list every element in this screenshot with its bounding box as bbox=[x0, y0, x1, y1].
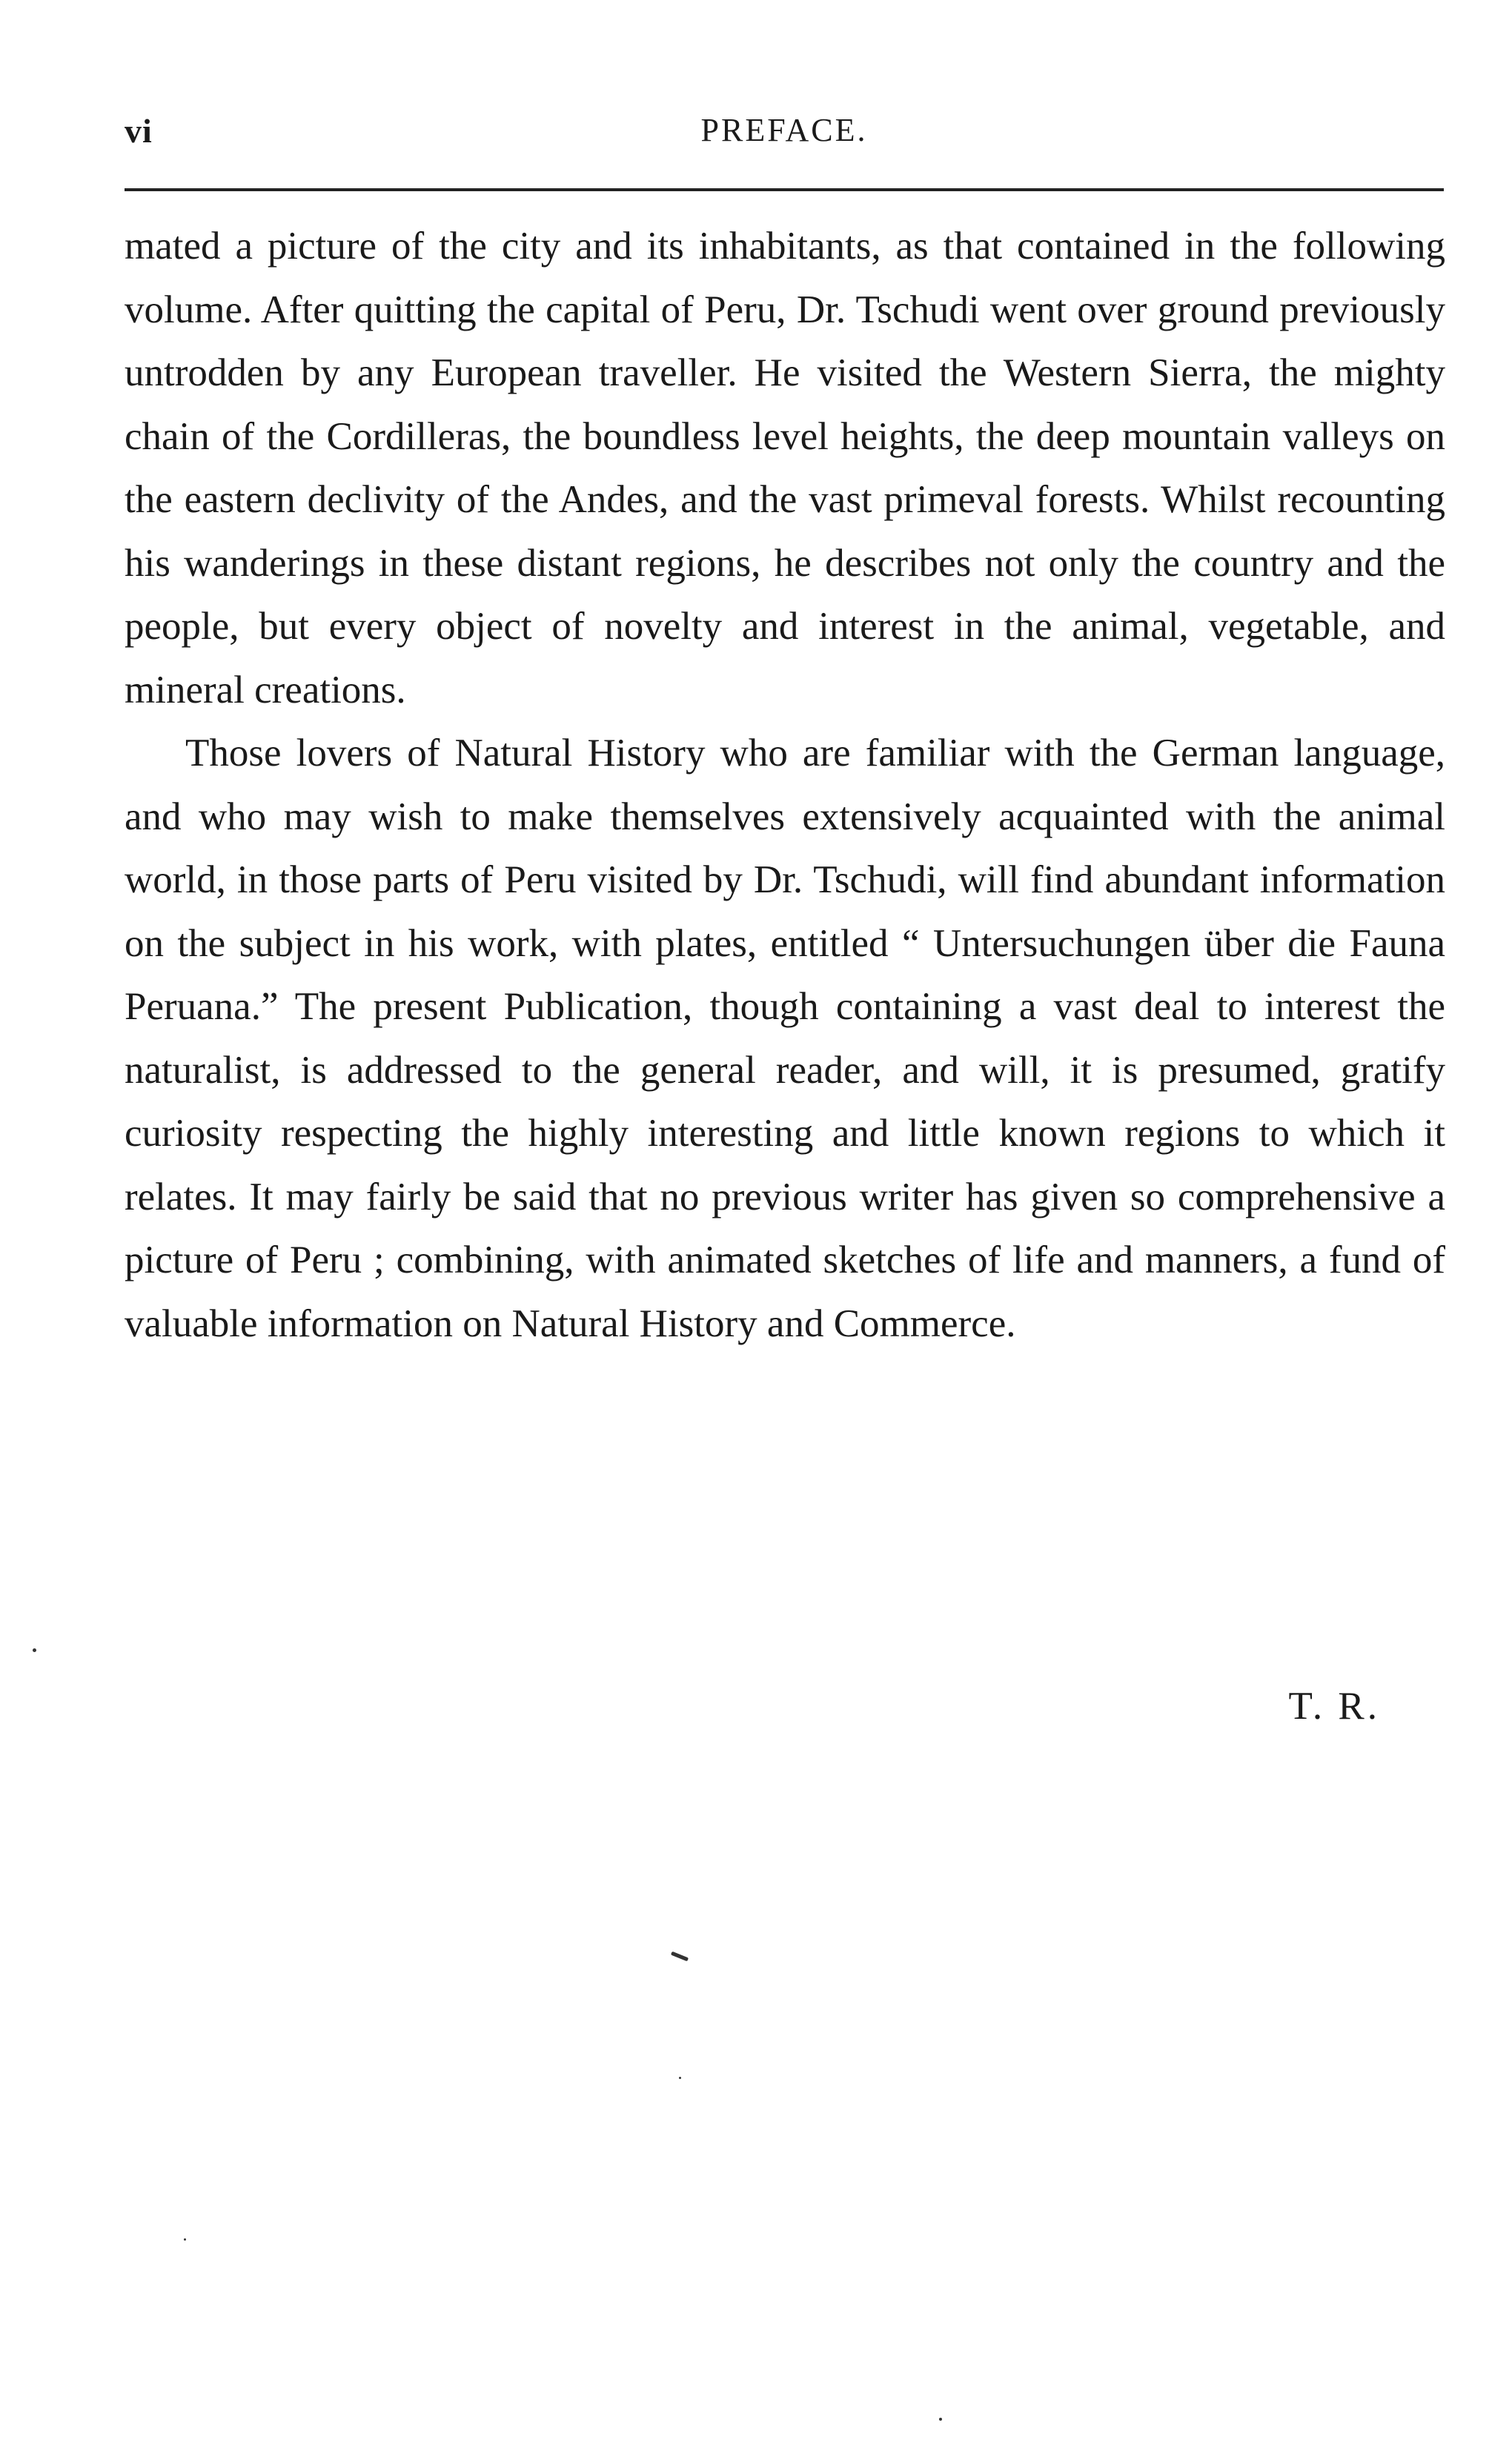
print-speck bbox=[33, 1648, 36, 1652]
print-speck bbox=[184, 2238, 186, 2241]
running-title: PREFACE. bbox=[700, 112, 868, 148]
paragraph-1: mated a picture of the city and its inhabitants, as that contained in the following volume. After quitting the capital of Peru, Dr. Tschudi went over ground previously untrodden by any European traveller. He visited the Western Sierra, the mighty chain of the Cordilleras, the boundless level heights, the deep mountain valleys on the eastern declivity of the Andes, and the vast primeval forests. Whilst recounting his wanderings in these distant regions, he describes not only the country and the people, but every object of novelty and interest in the animal, vegetable, and mineral creations. bbox=[125, 225, 1445, 712]
running-head bbox=[125, 111, 1444, 163]
paragraph-2: Those lovers of Natural History who are familiar with the German language, and who may wish to make themselves extensively acquainted with the animal world, in those parts of Peru visited by Dr. Tschudi, will find abundant information on the subject in his work, with plates, entitled “ Untersuchungen über die Fauna Peruana.” The present Publication, though containing a vast deal to interest the naturalist, is addressed to the general reader, and will, it is presumed, gratify curiosity respecting the highly interesting and little known regions to which it relates. It may fairly be said that no previous writer has given so comprehensive a picture of Peru ; combining, with animated sketches of life and manners, a fund of valuable information on Natural History and Commerce. bbox=[125, 732, 1445, 1345]
signature-initials: T. R. bbox=[1288, 1685, 1380, 1728]
page-number: vi bbox=[125, 112, 153, 150]
print-speck bbox=[939, 2418, 942, 2421]
preface-body bbox=[125, 215, 1445, 1356]
print-speck bbox=[679, 2077, 681, 2079]
header-rule bbox=[125, 188, 1444, 191]
print-speck bbox=[671, 1952, 689, 1962]
